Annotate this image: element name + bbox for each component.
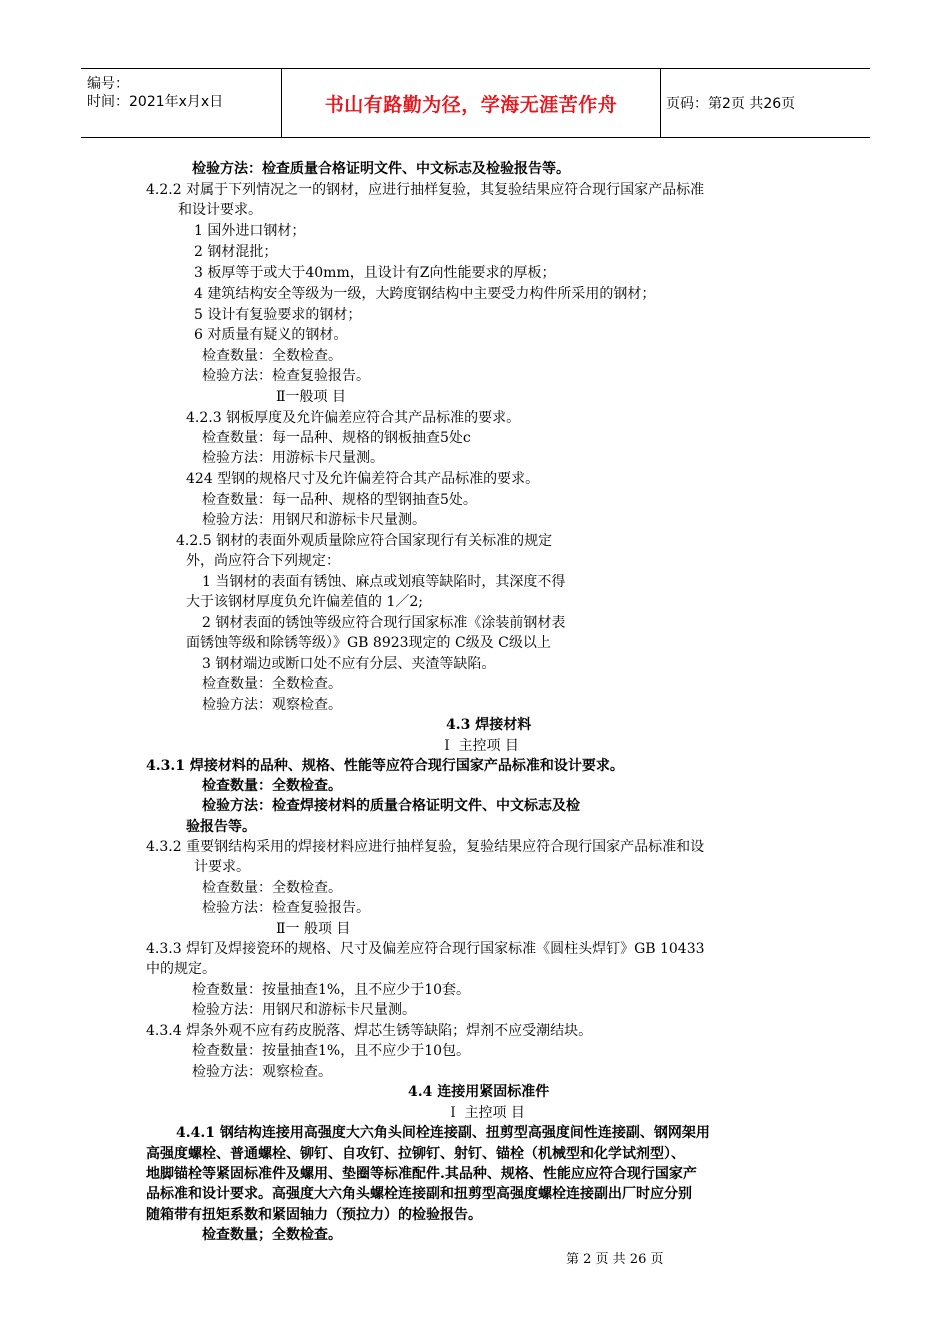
section-heading: Ⅱ一般项 目: [276, 389, 346, 405]
text-line: 验报告等。: [186, 819, 256, 835]
text-line: 检查数量：按量抽查1%，且不应少于10包。: [192, 1043, 471, 1059]
text-line: 6 对质量有疑义的钢材。: [194, 327, 348, 343]
text-line: 检查数量：全数检查。: [202, 880, 342, 896]
section-heading: Ｉ 主控项 目: [440, 738, 519, 754]
text-line: 1 国外进口钢材；: [194, 223, 306, 239]
page-indicator: 页码：第2页 共26页: [666, 96, 796, 112]
text-line: 高强度螺栓、普通螺栓、铆钉、自攻钉、拉铆钉、射钉、锚栓（机械型和化学试剂型）、: [146, 1146, 685, 1162]
text-line: 外，尚应符合下列规定：: [186, 553, 340, 569]
text-line: 2 钢材混批；: [194, 244, 278, 260]
text-line: 4 建筑结构安全等级为一级，大跨度钢结构中主要受力构件所采用的钢材；: [194, 286, 656, 302]
text-line: 5 设计有复验要求的钢材；: [194, 307, 362, 323]
text-line: 检查数量；全数检查。: [202, 1227, 342, 1243]
text-line: 地脚锚栓等紧固标准件及螺用、垫圈等标准配件.其品种、规格、性能应应符合现行国家产: [146, 1166, 697, 1182]
text-line: 检查数量：每一品种、规格的钢板抽查5处c: [202, 430, 471, 446]
text-line: 3 钢材端边或断口处不应有分层、夹渣等缺陷。: [202, 656, 496, 672]
header-info-cell: [81, 69, 281, 137]
text-line: 检验方法：用钢尺和游标卡尺量测。: [202, 512, 426, 528]
footer-page-number: 第 2 页 共 26 页: [566, 1252, 664, 1267]
text-line: 4.3.1 焊接材料的品种、规格、性能等应符合现行国家产品标准和设计要求。: [146, 758, 624, 774]
text-line: 检验方法：用钢尺和游标卡尺量测。: [192, 1002, 416, 1018]
text-line: 检查数量：全数检查。: [202, 778, 342, 794]
text-line: 4.2.2 对属于下列情况之一的钢材，应进行抽样复验，其复验结果应符合现行国家产品标准: [146, 182, 705, 198]
text-line: 1 当钢材的表面有锈蚀、麻点或划痕等缺陷时，其深度不得: [202, 574, 566, 590]
text-line: 4.2.3 钢板厚度及允许偏差应符合其产品标准的要求。: [186, 410, 521, 426]
text-line: 中的规定。: [146, 961, 216, 977]
text-line: 检验方法：检查质量合格证明文件、中文标志及检验报告等。: [192, 161, 570, 177]
text-line: 和设计要求。: [178, 202, 262, 218]
text-line: 424 型钢的规格尺寸及允许偏差符合其产品标准的要求。: [186, 471, 540, 487]
text-line: 检查数量：按量抽查1%，且不应少于10套。: [192, 982, 471, 998]
page-header: [81, 68, 870, 138]
text-line: 检查数量：全数检查。: [202, 676, 342, 692]
text-line: 检验方法：检查复验报告。: [202, 368, 370, 384]
section-title: 4.4 连接用紧固标准件: [408, 1084, 550, 1100]
text-line: 检验方法：观察检查。: [202, 697, 342, 713]
section-heading: Ⅱ一 般项 目: [276, 921, 351, 937]
text-line: 大于该钢材厚度负允许偏差值的 1／2;: [186, 594, 423, 610]
serial-label: 编号：: [87, 76, 129, 92]
text-line: 检验方法：检查焊接材料的质量合格证明文件、中文标志及检: [202, 798, 580, 814]
text-line: 4.3.3 焊钉及焊接瓷环的规格、尺寸及偏差应符合现行国家标准《圆柱头焊钉》GB 10433: [146, 941, 705, 957]
text-line: 品标准和设计要求。高强度大六角头螺栓连接副和扭剪型高强度螺栓连接副出厂时应分别: [146, 1186, 692, 1202]
date-label: 时间：2021年x月x日: [87, 94, 224, 110]
text-line: 计要求。: [194, 859, 250, 875]
text-line: 3 板厚等于或大于40mm，且设计有Z向性能要求的厚板；: [194, 265, 556, 281]
section-title: 4.3 焊接材料: [446, 717, 532, 733]
section-heading: Ｉ 主控项 目: [446, 1105, 525, 1121]
text-line: 4.3.4 焊条外观不应有药皮脱落、焊芯生锈等缺陷；焊剂不应受潮结块。: [146, 1023, 593, 1039]
text-line: 检查数量：每一品种、规格的型钢抽查5处。: [202, 492, 477, 508]
text-line: 面锈蚀等级和除锈等级）》GB 8923现定的 C级及 C级以上: [186, 635, 551, 651]
motto: 书山有路勤为径，学海无涯苦作舟: [281, 69, 661, 137]
text-line: 4.2.5 钢材的表面外观质量除应符合国家现行有关标准的规定: [176, 533, 553, 549]
text-line: 随箱带有扭矩系数和紧固轴力（预拉力）的检验报告。: [146, 1207, 482, 1223]
text-line: 2 钢材表面的锈蚀等级应符合现行国家标准《涂装前钢材表: [202, 615, 566, 631]
text-line: 检查数量：全数检查。: [202, 348, 342, 364]
text-line: 检验方法：检查复验报告。: [202, 900, 370, 916]
text-line: 4.3.2 重要钢结构采用的焊接材料应进行抽样复验，复验结果应符合现行国家产品标准和设: [146, 839, 705, 855]
text-line: 检验方法：用游标卡尺量测。: [202, 450, 384, 466]
text-line: 检验方法：观察检查。: [192, 1064, 332, 1080]
text-line: 4.4.1 钢结构连接用高强度大六角头间栓连接副、扭剪型高强度间性连接副、钢网架用: [176, 1125, 710, 1141]
